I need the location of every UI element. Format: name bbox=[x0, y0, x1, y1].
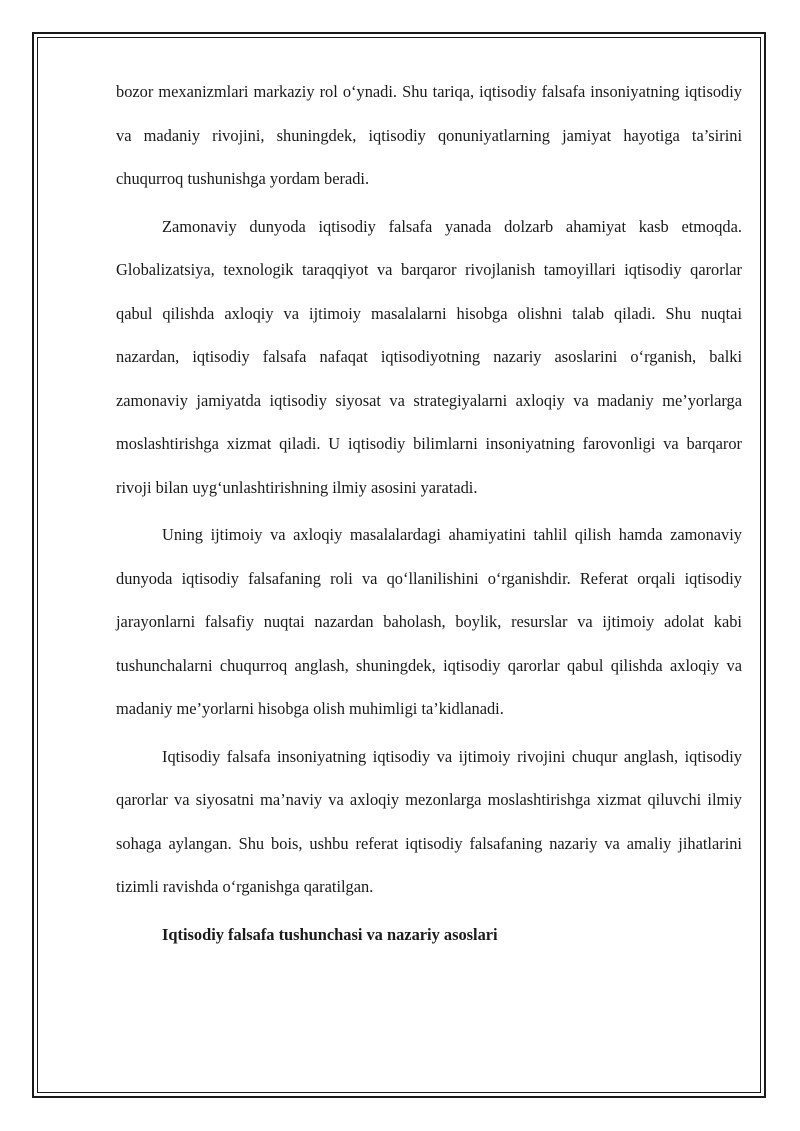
paragraph-continuation: bozor mexanizmlari markaziy rol o‘ynadi. Shu tariqa, iqtisodiy falsafa insoniyatning iqtisodiy va madaniy rivojini, shuningdek, iqtisodiy qonuniyatlarning jamiyat hayotiga ta’sirini chuqurroq tushunishga yordam beradi. bbox=[116, 82, 742, 188]
paragraph-purpose: Uning ijtimoiy va axloqiy masalalardagi ahamiyatini tahlil qilish hamda zamonaviy dunyoda iqtisodiy falsafaning roli va qo‘llanilishini o‘rganishdir. Referat orqali iqtisodiy jarayonlarni falsafiy nuqtai nazardan baholash, boylik, resurslar va ijtimoiy adolat kabi tushunchalarni chuqurroq anglash, shuningdek, iqtisodiy qarorlar qabul qilishda axloqiy va madaniy me’yorlarni hisobga olish muhimligi ta’kidlanadi. bbox=[116, 525, 742, 718]
paragraph-summary: Iqtisodiy falsafa insoniyatning iqtisodiy va ijtimoiy rivojini chuqur anglash, iqtisodiy qarorlar va siyosatni ma’naviy va axloqiy mezonlarga moslashtirishga xizmat qiluvchi ilmiy sohaga aylangan. Shu bois, ushbu referat iqtisodiy falsafaning nazariy va amaliy jihatlarini tizimli ravishda o‘rganishga qaratilgan. bbox=[116, 746, 742, 896]
document-body bbox=[116, 70, 742, 960]
paragraph-modern-relevance: Zamonaviy dunyoda iqtisodiy falsafa yanada dolzarb ahamiyat kasb etmoqda. Globalizatsiya, texnologik taraqqiyot va barqaror rivojlanish tamoyillari iqtisodiy qarorlar qabul qilishda axloqiy va ijtimoiy masalalarni hisobga olishni talab qiladi. Shu nuqtai nazardan, iqtisodiy falsafa nafaqat iqtisodiyotning nazariy asoslarini o‘rganish, balki zamonaviy jamiyatda iqtisodiy siyosat va strategiyalarni axloqiy va madaniy me’yorlarga moslashtirishga xizmat qiladi. U iqtisodiy bilimlarni insoniyatning farovonligi va barqaror rivoji bilan uyg‘unlashtirishning ilmiy asosini yaratadi. bbox=[116, 216, 742, 497]
section-heading: Iqtisodiy falsafa tushunchasi va nazariy asoslari bbox=[162, 924, 498, 944]
